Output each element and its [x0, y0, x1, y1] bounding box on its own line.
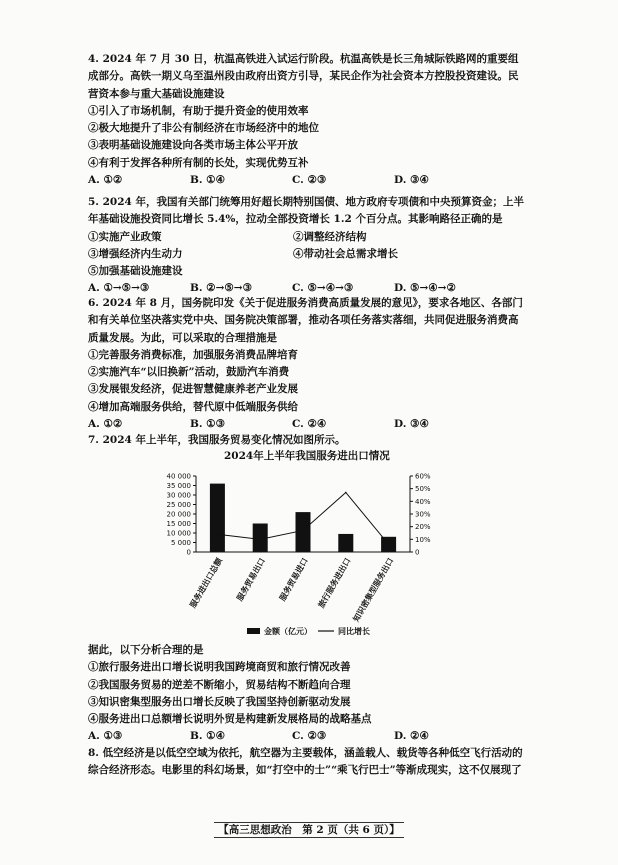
- option-b[interactable]: B. ①④: [190, 174, 226, 187]
- left-tick-label: 15 000: [166, 520, 191, 528]
- right-tick-label: 50%: [415, 485, 431, 494]
- option-a[interactable]: A. ①③: [88, 730, 123, 743]
- right-tick-label: 40%: [415, 497, 431, 506]
- left-tick-label: 20 000: [166, 510, 191, 519]
- question-7: [88, 642, 528, 746]
- left-tick-label: 0: [186, 548, 191, 557]
- growth-point-3: [302, 530, 304, 532]
- question-8-stem: 8. 低空经济是以低空空域为依托，航空器为主要载体，涵盖载人、载货等各种低空飞行活动的综合经济形态。电影里的科幻场景，如“打空中的士”“乘飞行巴士”等渐成现实，这不仅展现了: [88, 747, 523, 777]
- question-6-item-3: ③发展银发经济，促进智慧健康养老产业发展: [88, 383, 298, 396]
- question-5-stem: 5. 2024 年，我国有关部门统筹用好超长期特别国债、地方政府专项债和中央预算资金；上半年基础设施投资同比增长 5.4%，拉动全部投资增长 1.2 个百分点。其影响路径正确的是: [88, 196, 524, 226]
- category-label: 旅行服务进出口: [316, 556, 353, 610]
- option-d[interactable]: D. ③④: [394, 174, 429, 187]
- legend-bar-label: 金额（亿元）: [264, 627, 312, 636]
- question-5: [88, 194, 528, 298]
- option-a[interactable]: A. ①→⑤→③: [88, 282, 150, 295]
- question-6-options: [88, 416, 528, 433]
- question-7-stem: 7. 2024 年上半年，我国服务贸易变化情况如图所示。: [88, 434, 346, 446]
- option-c[interactable]: C. ②④: [292, 418, 327, 431]
- option-b[interactable]: B. ①③: [190, 418, 226, 431]
- question-7-prompt: 据此，以下分析合理的是: [88, 644, 204, 656]
- question-7-item-4: ④服务进出口总额增长说明外贸是构建新发展格局的战略基点: [88, 713, 372, 726]
- growth-point-1: [217, 533, 219, 535]
- option-c[interactable]: C. ⑤→④→③: [292, 282, 354, 295]
- question-7-item-1: ①旅行服务进出口增长说明我国跨境商贸和旅行情况改善: [88, 661, 351, 674]
- growth-point-2: [259, 539, 261, 541]
- question-7-item-3: ③知识密集型服务出口增长反映了我国坚持创新驱动发展: [88, 695, 351, 708]
- question-4-options: [88, 172, 528, 189]
- question-6-item-1: ①完善服务消费标准，加强服务消费品牌培育: [88, 348, 298, 361]
- question-6-item-4: ④增加高端服务供给，替代原中低端服务供给: [88, 400, 298, 413]
- growth-point-5: [388, 544, 390, 546]
- option-b[interactable]: B. ②→⑤→③: [190, 282, 253, 295]
- right-tick-label: 60%: [415, 472, 431, 481]
- footer-text: 【高三思想政治 第 2 页（共 6 页）】: [214, 822, 403, 838]
- question-5-item-2: ②调整经济结构: [293, 230, 367, 243]
- option-c[interactable]: C. ②③: [292, 730, 327, 743]
- right-tick-label: 20%: [415, 523, 431, 532]
- option-d[interactable]: D. ③④: [394, 418, 429, 431]
- question-4-item-1: ①引入了市场机制，有助于提升资金的使用效率: [88, 104, 309, 117]
- question-5-items-row-2: [88, 246, 528, 263]
- question-8: [88, 745, 528, 780]
- chart-title: 2024年上半年我国服务进出口情况: [224, 450, 390, 462]
- question-4-item-2: ②极大地提升了非公有制经济在市场经济中的地位: [88, 122, 319, 135]
- option-a[interactable]: A. ①②: [88, 174, 123, 187]
- option-a[interactable]: A. ①②: [88, 418, 123, 431]
- category-label: 知识密集型服务出口: [351, 556, 396, 624]
- bar-1: [210, 484, 225, 552]
- right-tick-label: 0: [415, 548, 420, 557]
- legend-bar-swatch: [247, 628, 260, 634]
- question-7-options: [88, 728, 528, 745]
- question-5-item-1: ①实施产业政策: [88, 230, 162, 243]
- question-6-stem: 6. 2024 年 8 月，国务院印发《关于促进服务消费高质量发展的意见》，要求各地区、各部门和有关单位坚决落实党中央、国务院决策部署，推动各项任务落实落细，共同促进服务消费高质量发展。为此，可以采取的合理措施是: [88, 297, 523, 344]
- growth-point-4: [345, 492, 347, 494]
- question-5-item-3: ③增强经济内生动力: [88, 247, 183, 260]
- page-footer: [0, 822, 618, 837]
- left-tick-label: 5 000: [170, 539, 191, 547]
- question-6: [88, 295, 528, 433]
- question-4-stem: 4. 2024 年 7 月 30 日，杭温高铁进入试运行阶段。杭温高铁是长三角城际铁路网的重要组成部分。高铁一期义乌至温州段由政府出资方引导，某民企作为社会资本方控股投资建设。民营资本参与重大基础设施建设: [88, 53, 519, 100]
- question-4-item-3: ③表明基础设施建设向各类市场主体公平开放: [88, 139, 298, 152]
- right-tick-label: 10%: [415, 535, 431, 544]
- left-tick-label: 40 000: [166, 472, 191, 481]
- legend-line-label: 同比增长: [338, 627, 370, 636]
- option-d[interactable]: D. ⑤→④→②: [394, 282, 456, 295]
- question-6-item-2: ②实施汽车“以旧换新”活动，鼓励汽车消费: [88, 366, 290, 379]
- question-7-stem-block: [88, 432, 528, 449]
- left-tick-label: 35 000: [166, 482, 191, 490]
- option-c[interactable]: C. ②③: [292, 174, 327, 187]
- left-tick-label: 25 000: [166, 501, 191, 509]
- question-7-item-2: ②我国服务贸易的逆差不断缩小，贸易结构不断趋向合理: [88, 678, 351, 691]
- bar-4: [338, 534, 353, 552]
- option-b[interactable]: B. ①④: [190, 730, 226, 743]
- service-trade-chart: [0, 462, 618, 662]
- option-d[interactable]: D. ②④: [394, 730, 429, 743]
- category-label: 服务进出口总额: [188, 556, 225, 610]
- category-label: 服务贸易出口: [235, 556, 267, 603]
- left-tick-label: 10 000: [166, 529, 191, 538]
- question-5-items-row-1: [88, 229, 528, 246]
- question-5-item-5: ⑤加强基础设施建设: [88, 265, 183, 278]
- question-4: [88, 51, 528, 189]
- question-5-item-4: ④带动社会总需求增长: [293, 247, 398, 260]
- question-4-item-4: ④有利于发挥各种所有制的长处，实现优势互补: [88, 156, 309, 169]
- right-tick-label: 30%: [415, 510, 431, 519]
- left-tick-label: 30 000: [166, 491, 191, 500]
- category-label: 服务贸易进口: [277, 556, 310, 603]
